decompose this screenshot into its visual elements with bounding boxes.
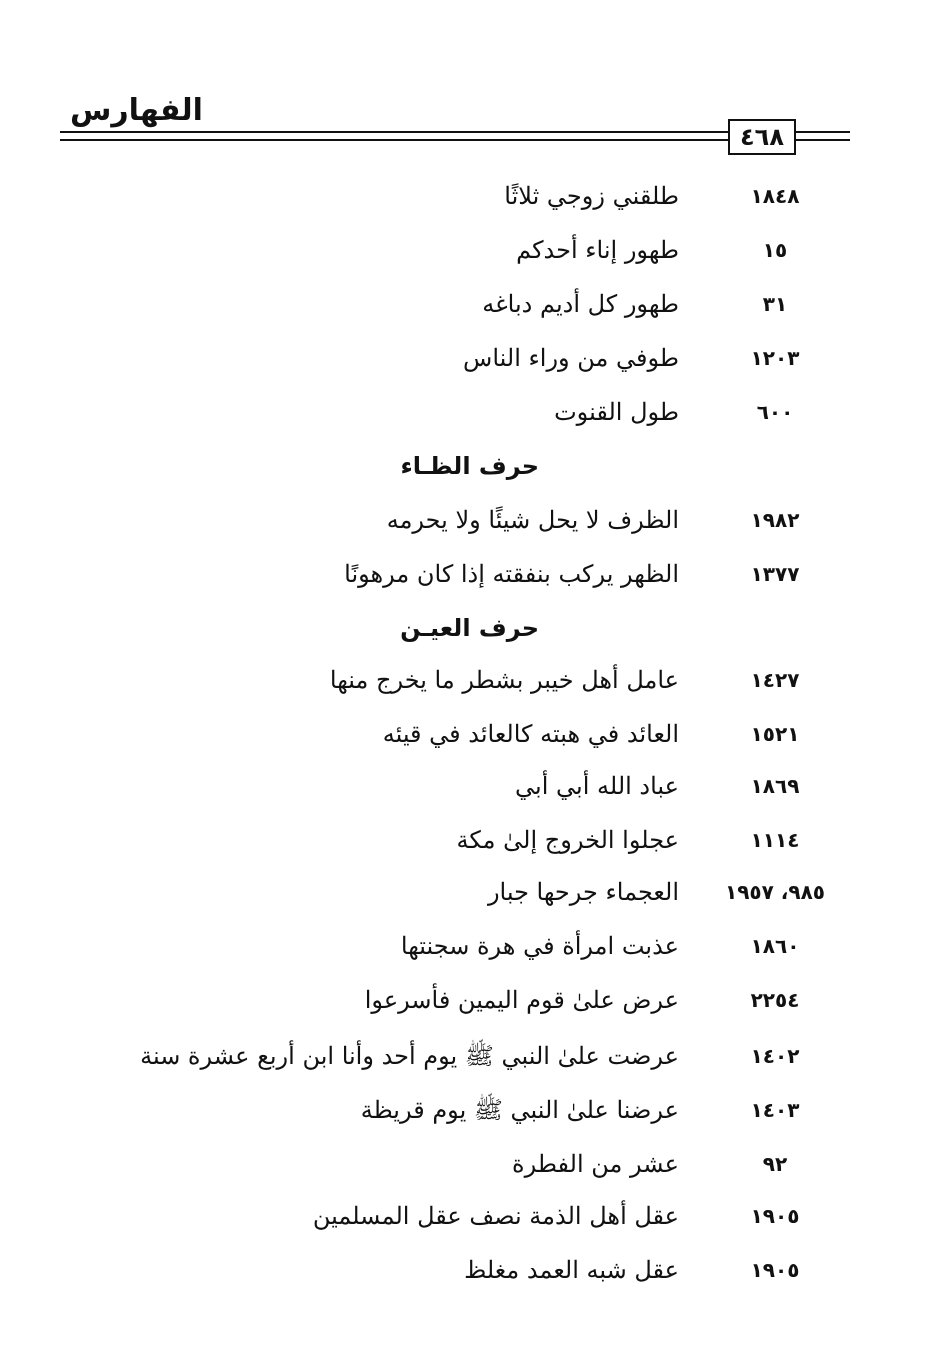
hadith-number: ٣١ — [762, 292, 788, 316]
index-entry — [0, 392, 939, 432]
hadith-text: طهور كل أديم دباغه — [482, 290, 679, 318]
index-entry — [0, 500, 939, 540]
hadith-text: عجلوا الخروج إلىٰ مكة — [456, 826, 679, 854]
page-header — [60, 95, 850, 165]
hadith-number: ٢٢٥٤ — [750, 988, 800, 1012]
running-title: الفهارس — [66, 93, 207, 128]
hadith-number: ١٨٦٠ — [750, 934, 800, 958]
hadith-number: ١٨٤٨ — [750, 184, 800, 208]
index-entry — [0, 1090, 939, 1130]
index-entry — [0, 176, 939, 216]
index-entry — [0, 1036, 939, 1076]
hadith-text: عشر من الفطرة — [512, 1150, 679, 1178]
hadith-text: العجماء جرحها جبار — [487, 878, 679, 906]
index-entry — [0, 926, 939, 966]
hadith-number: ١٤٠٣ — [750, 1098, 800, 1122]
hadith-text: طلقني زوجي ثلاثًا — [504, 182, 679, 210]
section-heading: حرف الظـاء — [400, 452, 539, 480]
index-entry — [0, 872, 939, 912]
hadith-text: عرض علىٰ قوم اليمين فأسرعوا — [364, 986, 679, 1014]
hadith-text: الظرف لا يحل شيئًا ولا يحرمه — [386, 506, 679, 534]
index-entry — [0, 230, 939, 270]
hadith-number: ١٩٨٢ — [750, 508, 800, 532]
hadith-number: ٦٠٠ — [756, 400, 794, 424]
hadith-number: ١٤٢٧ — [750, 668, 800, 692]
hadith-number: ٩٨٥، ١٩٥٧ — [724, 880, 825, 904]
hadith-number: ١٢٠٣ — [750, 346, 800, 370]
index-entry — [0, 1144, 939, 1184]
hadith-text: عذبت امرأة في هرة سجنتها — [400, 932, 679, 960]
hadith-number: ١٥٢١ — [750, 722, 800, 746]
hadith-text: طول القنوت — [554, 398, 679, 426]
hadith-number: ١١١٤ — [750, 828, 800, 852]
index-entry — [0, 980, 939, 1020]
index-entry — [0, 660, 939, 700]
index-entry — [0, 1250, 939, 1290]
index-entry — [0, 766, 939, 806]
index-entry — [0, 284, 939, 324]
index-entry — [0, 714, 939, 754]
hadith-text: عباد الله أبي أبي — [515, 772, 679, 800]
page-number: ٤٦٨ — [728, 119, 796, 155]
hadith-text: طوفي من وراء الناس — [463, 344, 679, 372]
hadith-number: ٩٢ — [762, 1152, 788, 1176]
index-entry — [0, 554, 939, 594]
hadith-number: ١٤٠٢ — [750, 1044, 800, 1068]
hadith-number: ١٨٦٩ — [750, 774, 800, 798]
index-entry — [0, 338, 939, 378]
hadith-number: ١٥ — [762, 238, 788, 262]
index-entry — [0, 1196, 939, 1236]
hadith-text: عقل أهل الذمة نصف عقل المسلمين — [312, 1202, 679, 1230]
hadith-text: عقل شبه العمد مغلظ — [464, 1256, 679, 1284]
hadith-number: ١٣٧٧ — [750, 562, 800, 586]
hadith-number: ١٩٠٥ — [750, 1204, 800, 1228]
hadith-text: الظهر يركب بنفقته إذا كان مرهونًا — [344, 560, 679, 588]
hadith-text: العائد في هبته كالعائد في قيئه — [382, 720, 679, 748]
hadith-number: ١٩٠٥ — [750, 1258, 800, 1282]
hadith-text: عامل أهل خيبر بشطر ما يخرج منها — [329, 666, 679, 694]
hadith-text: طهور إناء أحدكم — [516, 236, 679, 264]
section-heading: حرف العيـن — [400, 614, 539, 642]
index-entry — [0, 820, 939, 860]
hadith-text: عرضنا علىٰ النبي ﷺ يوم قريظة — [360, 1096, 679, 1124]
hadith-text: عرضت علىٰ النبي ﷺ يوم أحد وأنا ابن أربع عشرة سنة — [140, 1042, 679, 1070]
